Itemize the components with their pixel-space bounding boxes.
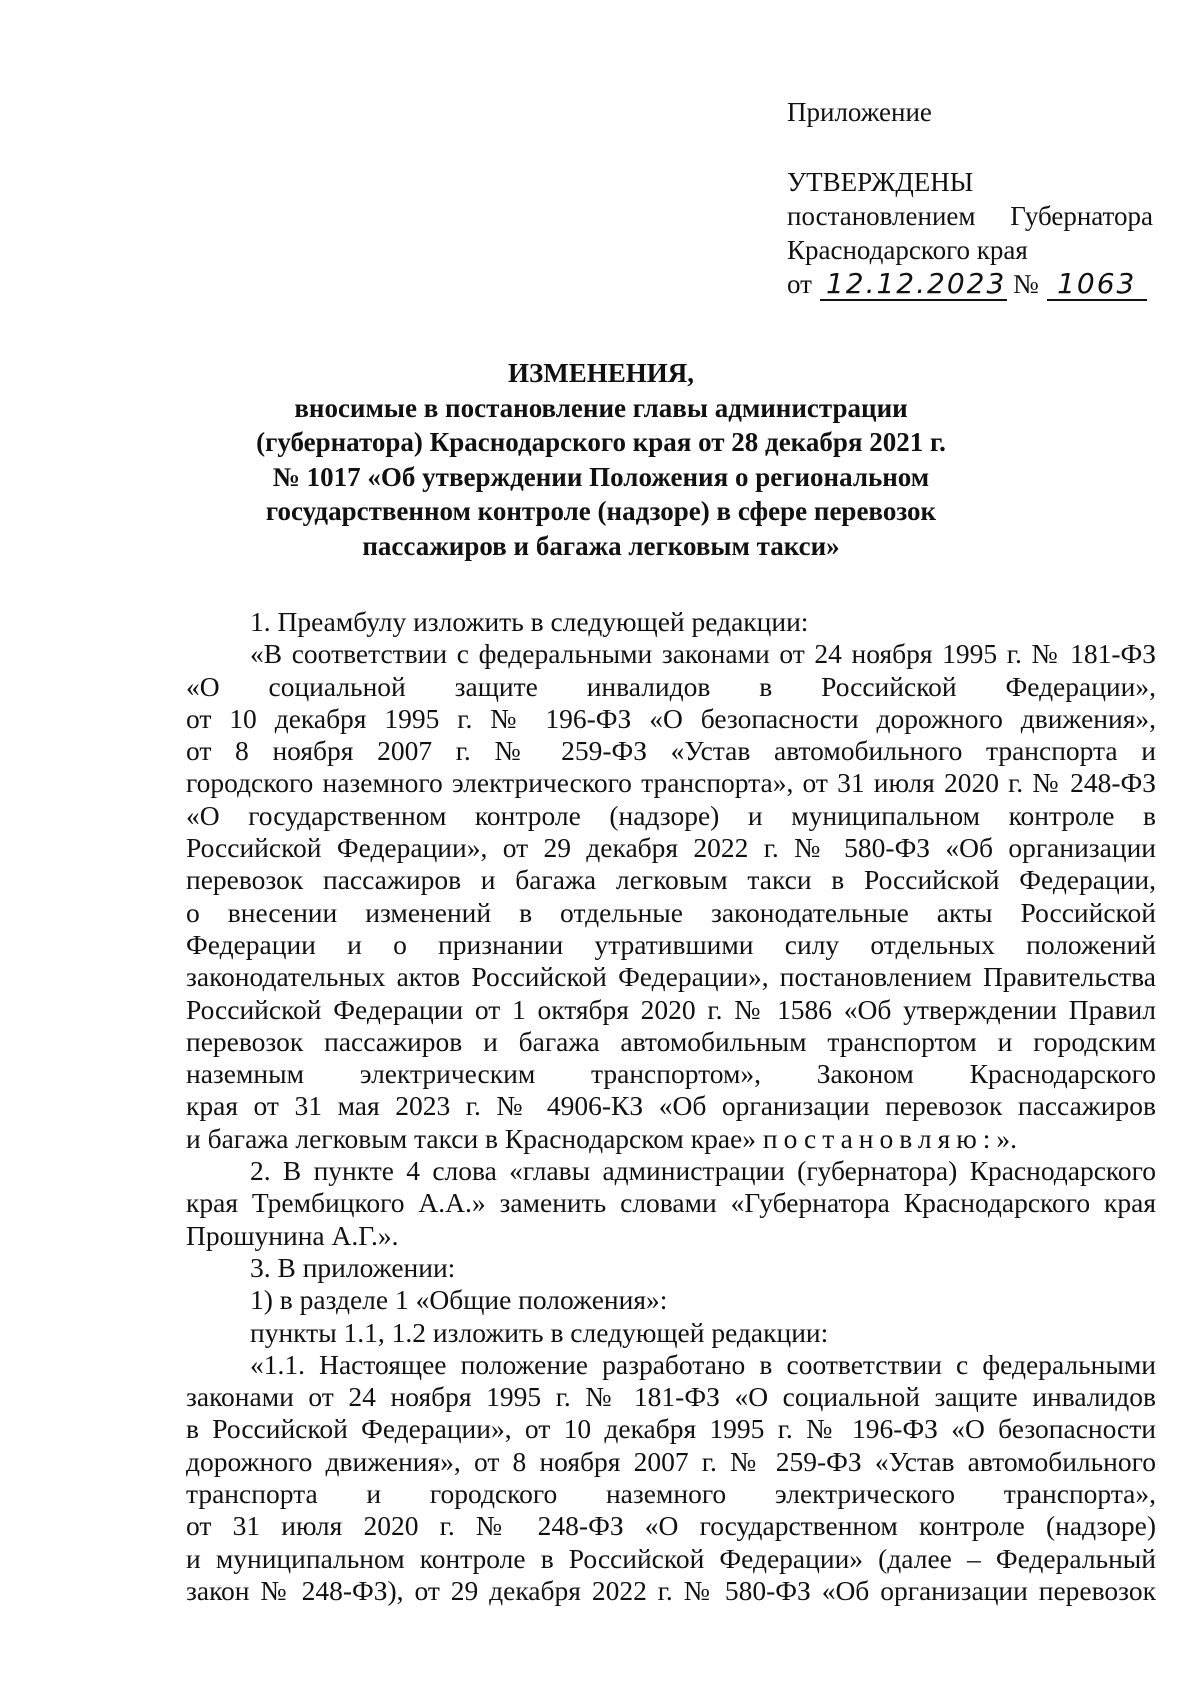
paragraph-preamble: [186, 638, 1156, 1155]
text-fragment: и багажа легковым такси в Краснодарском крае»: [186, 1122, 763, 1154]
from-label: от: [787, 269, 812, 299]
text-line: закон № 248-ФЗ), от 29 декабря 2022 г. № 580-ФЗ «Об организации перевозок: [186, 1574, 1156, 1606]
handwritten-date: 12.12.2023: [820, 269, 1007, 301]
text-fragment: ».: [996, 1122, 1018, 1154]
title-heading: ИЗМЕНЕНИЯ,: [507, 358, 694, 388]
text-line: законами от 24 ноября 1995 г. № 181-ФЗ «О социальной защите инвалидов: [186, 1381, 1156, 1413]
title-line: пассажиров и багажа легковым такси»: [362, 530, 840, 561]
text-line: от 8 ноября 2007 г. № 259-ФЗ «Устав автомобильного транспорта и: [186, 735, 1156, 767]
text-line: от 31 июля 2020 г. № 248-ФЗ «О государственном контроле (надзоре): [186, 1510, 1156, 1542]
handwritten-number: 1063: [1047, 269, 1147, 301]
text-line: наземным электрическим транспортом», Законом Краснодарского: [186, 1058, 1156, 1090]
region-line: Краснодарского края: [787, 235, 1028, 265]
paragraph-3: 3. В приложении:: [250, 1251, 456, 1283]
text-line: «О социальной защите инвалидов в Российской Федерации»,: [186, 670, 1156, 702]
text-line: в Российской Федерации», от 10 декабря 1995 г. № 196-ФЗ «О безопасности: [186, 1413, 1156, 1445]
title-line: (губернатора) Краснодарского края от 28 декабря 2021 г.: [256, 427, 946, 457]
text-line-last: [186, 1123, 1156, 1155]
paragraph-5: пункты 1.1, 1.2 изложить в следующей редакции:: [250, 1316, 829, 1348]
paragraph-6: [186, 1349, 1156, 1607]
approved-label: УТВЕРЖДЕНЫ: [787, 167, 974, 197]
title-line: № 1017 «Об утверждении Положения о региональном: [272, 461, 930, 492]
decree-line: [787, 199, 1153, 233]
text-line: дорожного движения», от 8 ноября 2007 г. № 259-ФЗ «Устав автомобильного: [186, 1445, 1156, 1477]
spaced-word: постановляю:: [762, 1122, 997, 1154]
text-line: городского наземного электрического транспорта», от 31 июля 2020 г. № 248-ФЗ: [186, 767, 1156, 799]
text-line: края от 31 мая 2023 г. № 4906-КЗ «Об организации перевозок пассажиров: [186, 1090, 1156, 1122]
text-line: 2. В пункте 4 слова «главы администрации (губернатора) Краснодарского: [250, 1155, 1156, 1187]
text-line-last: Прошунина А.Г.».: [186, 1219, 399, 1251]
text-line: перевозок пассажиров и багажа легковым такси в Российской Федерации,: [186, 864, 1156, 896]
text-line: «1.1. Настоящее положение разработано в соответствии с федеральными: [250, 1348, 1156, 1380]
text-line: Российской Федерации от 1 октября 2020 г. № 1586 «Об утверждении Правил: [186, 993, 1156, 1025]
paragraph-4: 1) в разделе 1 «Общие положения»:: [250, 1284, 668, 1316]
text-line: транспорта и городского наземного электрического транспорта»,: [186, 1478, 1156, 1510]
paragraph-1-intro: 1. Преамбулу изложить в следующей редакции:: [250, 606, 809, 637]
decree-word: постановлением: [787, 201, 976, 231]
text-line: о внесении изменений в отдельные законодательные акты Российской: [186, 896, 1156, 928]
text-line: Российской Федерации», от 29 декабря 2022 г. № 580-ФЗ «Об организации: [186, 832, 1156, 864]
governor-word: Губернатора: [1010, 201, 1153, 231]
text-line: и муниципальном контроле в Российской Федерации» (далее – Федеральный: [186, 1542, 1156, 1574]
text-line: края Трембицкого А.А.» заменить словами «Губернатора Краснодарского края: [186, 1187, 1156, 1219]
title-line: вносимые в постановление главы администрации: [294, 392, 908, 423]
document-body: [186, 606, 1156, 1607]
text-line: законодательных актов Российской Федерации», постановлением Правительства: [186, 961, 1156, 993]
text-line: от 10 декабря 1995 г. № 196-ФЗ «О безопасности дорожного движения»,: [186, 702, 1156, 734]
text-line: перевозок пассажиров и багажа автомобильным транспортом и городским: [186, 1025, 1156, 1057]
date-number-line: [787, 267, 1157, 301]
attachment-label: Приложение: [787, 97, 932, 127]
spacer: [787, 129, 1157, 165]
number-label: №: [1012, 269, 1039, 299]
document-title: [186, 356, 1016, 563]
text-line: Федерации и о признании утратившими силу отдельных положений: [186, 928, 1156, 960]
text-line: «О государственном контроле (надзоре) и муниципальном контроле в: [186, 799, 1156, 831]
paragraph-2: [186, 1155, 1156, 1252]
text-line: «В соответствии с федеральными законами от 24 ноября 1995 г. № 181-ФЗ: [250, 638, 1156, 670]
approval-block: [787, 95, 1157, 301]
title-line: государственном контроле (надзоре) в сфере перевозок: [265, 496, 937, 526]
